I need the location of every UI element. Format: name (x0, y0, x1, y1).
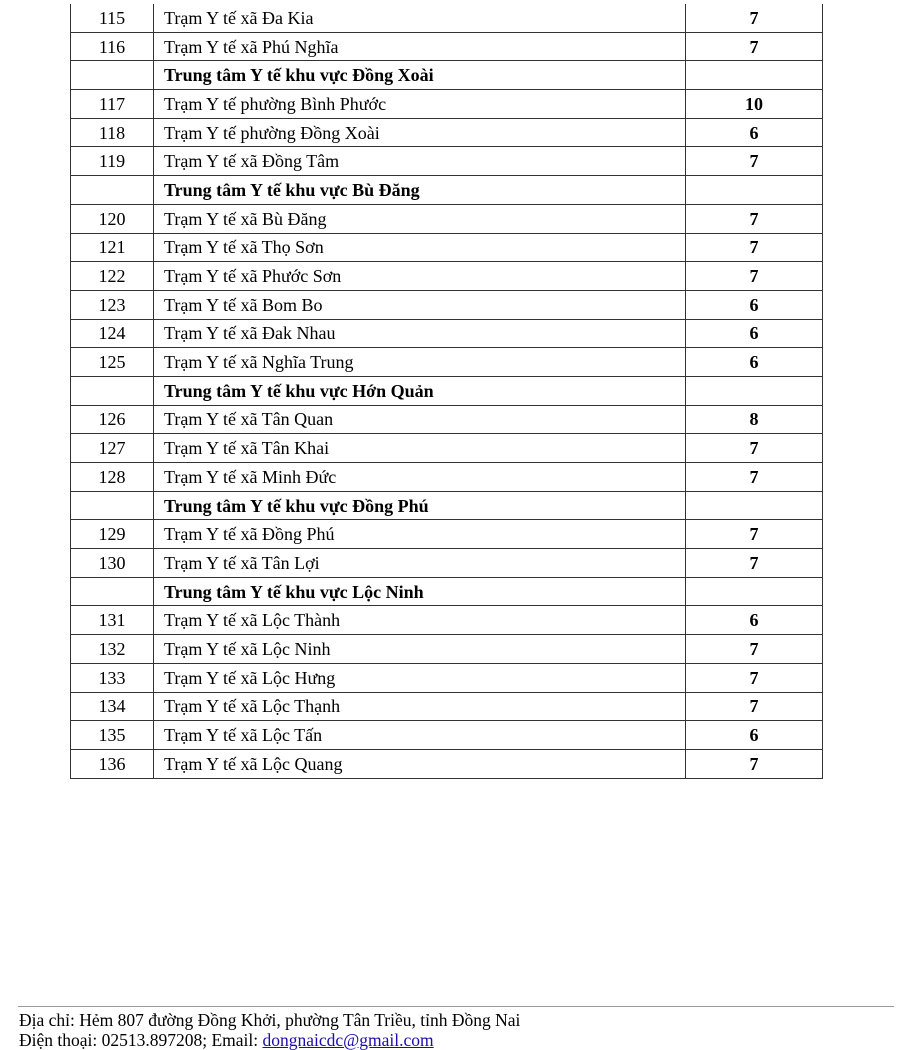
group-header-row (71, 577, 823, 606)
facility-name-cell: Trung tâm Y tế khu vực Bù Đăng (154, 176, 686, 205)
facility-name-cell: Trung tâm Y tế khu vực Lộc Ninh (154, 577, 686, 606)
table-row (71, 147, 823, 176)
table-row (71, 290, 823, 319)
facility-name-cell: Trạm Y tế xã Tân Quan (154, 405, 686, 434)
row-number-cell: 120 (71, 204, 154, 233)
facility-name-cell: Trung tâm Y tế khu vực Đồng Phú (154, 491, 686, 520)
quantity-cell (686, 577, 823, 606)
row-number-cell: 129 (71, 520, 154, 549)
row-number-cell (71, 491, 154, 520)
footer-address: Địa chỉ: Hẻm 807 đường Đồng Khởi, phường Tân Triều, tỉnh Đồng Nai (19, 1010, 521, 1030)
quantity-cell: 7 (686, 4, 823, 32)
quantity-cell: 7 (686, 32, 823, 61)
table-row (71, 721, 823, 750)
table-row (71, 405, 823, 434)
row-number-cell: 126 (71, 405, 154, 434)
facility-name-cell: Trạm Y tế xã Đak Nhau (154, 319, 686, 348)
row-number-cell: 128 (71, 463, 154, 492)
table-row (71, 549, 823, 578)
table-body (71, 4, 823, 778)
quantity-cell (686, 491, 823, 520)
facility-name-cell: Trạm Y tế xã Lộc Tấn (154, 721, 686, 750)
facility-name-cell: Trạm Y tế xã Lộc Hưng (154, 663, 686, 692)
group-header-row (71, 61, 823, 90)
facility-name-cell: Trạm Y tế xã Lộc Thành (154, 606, 686, 635)
facility-name-cell: Trạm Y tế xã Đa Kia (154, 4, 686, 32)
facility-name-cell: Trạm Y tế xã Nghĩa Trung (154, 348, 686, 377)
table-row (71, 118, 823, 147)
table-row (71, 204, 823, 233)
table-row (71, 348, 823, 377)
row-number-cell: 118 (71, 118, 154, 147)
row-number-cell: 133 (71, 663, 154, 692)
group-header-row (71, 376, 823, 405)
table-row (71, 749, 823, 778)
row-number-cell: 130 (71, 549, 154, 578)
row-number-cell (71, 176, 154, 205)
row-number-cell: 136 (71, 749, 154, 778)
row-number-cell: 123 (71, 290, 154, 319)
row-number-cell: 122 (71, 262, 154, 291)
quantity-cell: 7 (686, 520, 823, 549)
table-row (71, 692, 823, 721)
facility-name-cell: Trạm Y tế xã Lộc Quang (154, 749, 686, 778)
quantity-cell: 6 (686, 290, 823, 319)
row-number-cell (71, 61, 154, 90)
row-number-cell: 116 (71, 32, 154, 61)
facility-name-cell: Trạm Y tế xã Tân Lợi (154, 549, 686, 578)
footer-contact (19, 1030, 520, 1050)
facility-name-cell: Trạm Y tế xã Thọ Sơn (154, 233, 686, 262)
facility-table (70, 4, 823, 779)
table-row (71, 463, 823, 492)
row-number-cell (71, 577, 154, 606)
quantity-cell: 6 (686, 721, 823, 750)
quantity-cell: 7 (686, 262, 823, 291)
row-number-cell: 135 (71, 721, 154, 750)
facility-name-cell: Trung tâm Y tế khu vực Đồng Xoài (154, 61, 686, 90)
footer-phone: Điện thoại: 02513.897208; Email: (19, 1030, 263, 1050)
footer-email-link[interactable]: dongnaicdc@gmail.com (262, 1030, 434, 1050)
group-header-row (71, 176, 823, 205)
facility-name-cell: Trung tâm Y tế khu vực Hớn Quản (154, 376, 686, 405)
row-number-cell: 132 (71, 635, 154, 664)
table-row (71, 233, 823, 262)
row-number-cell: 124 (71, 319, 154, 348)
row-number-cell: 117 (71, 90, 154, 119)
facility-name-cell: Trạm Y tế xã Tân Khai (154, 434, 686, 463)
quantity-cell: 7 (686, 434, 823, 463)
facility-name-cell: Trạm Y tế phường Đồng Xoài (154, 118, 686, 147)
quantity-cell: 7 (686, 635, 823, 664)
quantity-cell: 7 (686, 692, 823, 721)
facility-name-cell: Trạm Y tế xã Lộc Ninh (154, 635, 686, 664)
facility-name-cell: Trạm Y tế xã Lộc Thạnh (154, 692, 686, 721)
facility-name-cell: Trạm Y tế xã Đồng Tâm (154, 147, 686, 176)
table-row (71, 90, 823, 119)
row-number-cell (71, 376, 154, 405)
quantity-cell: 7 (686, 233, 823, 262)
quantity-cell: 8 (686, 405, 823, 434)
quantity-cell: 7 (686, 749, 823, 778)
table-row (71, 635, 823, 664)
table-row (71, 663, 823, 692)
quantity-cell: 10 (686, 90, 823, 119)
quantity-cell: 6 (686, 348, 823, 377)
table-row (71, 4, 823, 32)
facility-name-cell: Trạm Y tế xã Đồng Phú (154, 520, 686, 549)
quantity-cell: 6 (686, 319, 823, 348)
facility-name-cell: Trạm Y tế xã Phú Nghĩa (154, 32, 686, 61)
table-row (71, 434, 823, 463)
table-row (71, 32, 823, 61)
table-row (71, 262, 823, 291)
quantity-cell (686, 176, 823, 205)
row-number-cell: 119 (71, 147, 154, 176)
row-number-cell: 134 (71, 692, 154, 721)
facility-name-cell: Trạm Y tế xã Phước Sơn (154, 262, 686, 291)
row-number-cell: 121 (71, 233, 154, 262)
quantity-cell (686, 61, 823, 90)
table-row (71, 520, 823, 549)
quantity-cell: 7 (686, 204, 823, 233)
quantity-cell: 7 (686, 147, 823, 176)
page-footer (19, 1010, 520, 1050)
facility-name-cell: Trạm Y tế xã Bom Bo (154, 290, 686, 319)
facility-name-cell: Trạm Y tế xã Minh Đức (154, 463, 686, 492)
quantity-cell: 6 (686, 118, 823, 147)
table-row (71, 606, 823, 635)
quantity-cell: 6 (686, 606, 823, 635)
quantity-cell: 7 (686, 463, 823, 492)
quantity-cell: 7 (686, 549, 823, 578)
quantity-cell (686, 376, 823, 405)
facility-name-cell: Trạm Y tế xã Bù Đăng (154, 204, 686, 233)
group-header-row (71, 491, 823, 520)
row-number-cell: 125 (71, 348, 154, 377)
row-number-cell: 131 (71, 606, 154, 635)
row-number-cell: 115 (71, 4, 154, 32)
row-number-cell: 127 (71, 434, 154, 463)
footer-divider (18, 1006, 894, 1007)
quantity-cell: 7 (686, 663, 823, 692)
facility-name-cell: Trạm Y tế phường Bình Phước (154, 90, 686, 119)
table-row (71, 319, 823, 348)
